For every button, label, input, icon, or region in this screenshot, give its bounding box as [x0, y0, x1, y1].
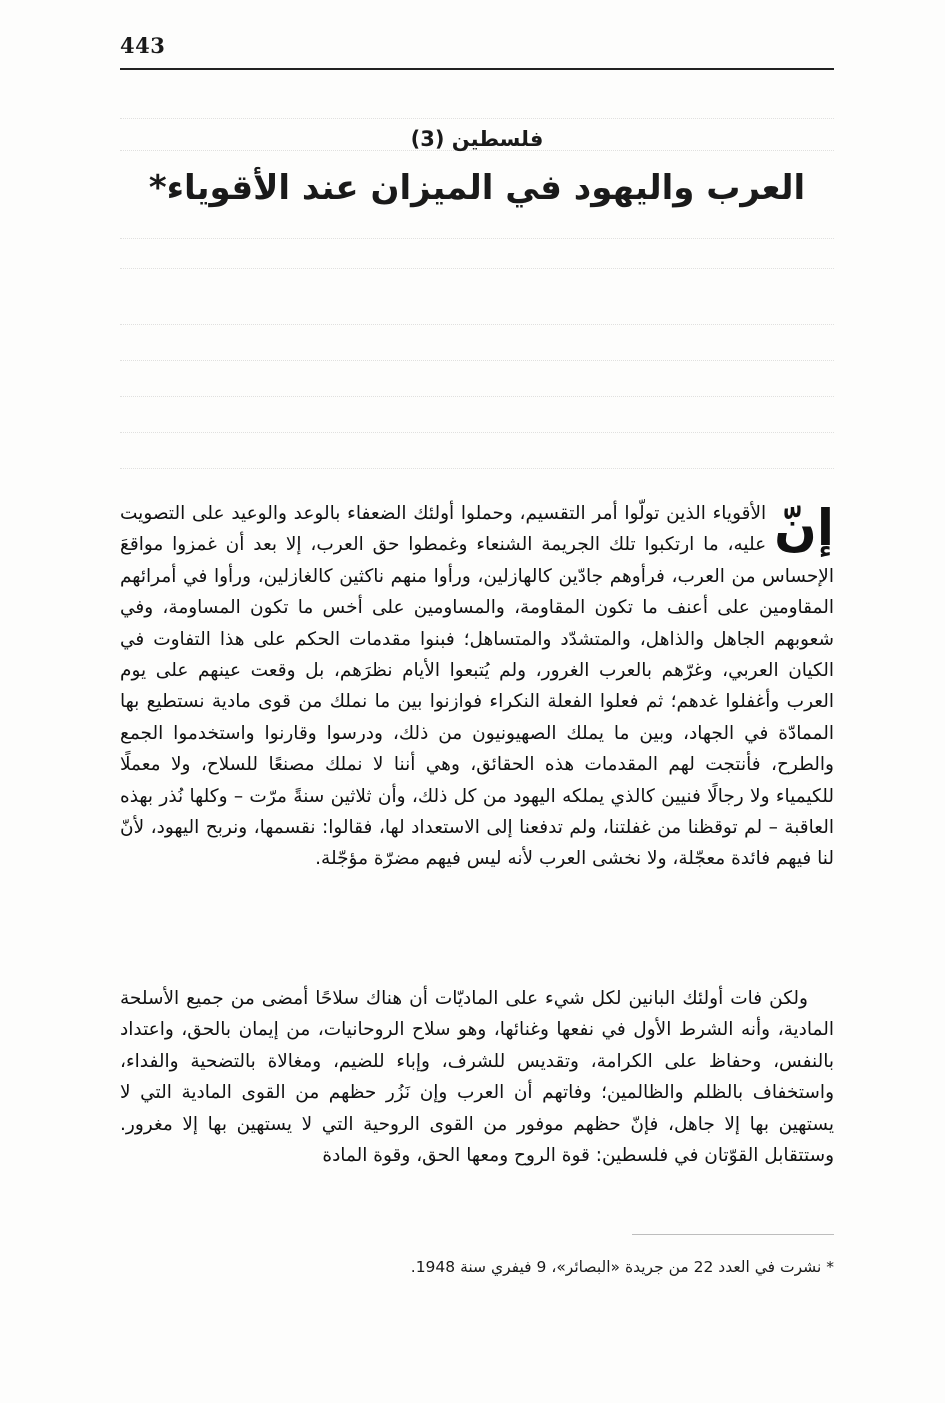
article-heading	[120, 122, 834, 214]
bleed-through-line	[120, 432, 834, 443]
bleed-through-line	[120, 268, 834, 279]
header-rule	[120, 68, 834, 70]
footnote-marker: *	[826, 1258, 834, 1276]
footnote-rule	[632, 1234, 834, 1235]
bleed-through-line	[120, 324, 834, 335]
bleed-through-line	[120, 238, 834, 249]
article-title: العرب واليهود في الميزان عند الأقوياء*	[148, 168, 806, 208]
drop-cap: إنّ	[774, 499, 834, 557]
bleed-through-line	[120, 360, 834, 371]
paragraph-text: الأقوياء الذين تولّوا أمر التقسيم، وحملوا أولئك الضعفاء بالوعد والوعيد على التصويت عليه، ما ارتكبوا تلك الجريمة الشنعاء وغمطوا حق العرب، إلا بعد أن غمزوا مواقعَ الإحساس من العرب، فرأوهم جادّين كالهازلين، ورأوا منهم ناكثين كالغازلين، ورأوا في أمرائهم المقاومين على أعنف ما تكون المقاومة، والمساومين على أخس ما تكون المساومة، وفي شعوبهم الجاهل والذاهل، والمتشدّد والمتساهل؛ فبنوا مقدمات الحكم على هذا التفاوت في الكيان العربي، وغرّهم بالعرب الغرور، ولم يُتبعوا الأيام نظرَهم، بل وقعت عينهم على يوم العرب وأغفلوا غدهم؛ ثم فعلوا الفعلة النكراء فوازنوا بين ما نملك من قوى مادية نستطيع بها الممادّة في الجهاد، وبين ما يملك الصهيونيون من ذلك، ودرسوا وقارنوا واستخدموا الجمع والطرح، فأنتجت لهم المقدمات هذه الحقائق، وهي أننا لا نملك مصنعًا للسلاح، ولا معملًا للكيمياء ولا رجالًا فنيين كالذي يملكه اليهود من كل ذلك، وأن ثلاثين سنةً مرّت – وكلها نُذر بهذه العاقبة – لم توقظنا من غفلتنا، ولم تدفعنا إلى الاستعداد لها، فقالوا: نقسمها، ونربح اليهود، لأنّ لنا فيهم فائدة معجّلة، ولا نخشى العرب لأنه ليس فيهم مضرّة مؤجّلة.	[120, 503, 834, 870]
footnote	[120, 1255, 834, 1279]
page-number: 443	[120, 33, 166, 58]
bleed-through-line	[120, 396, 834, 407]
bleed-through-line	[120, 468, 834, 479]
series-title: فلسطين (3)	[410, 127, 544, 151]
footnote-text: نشرت في العدد 22 من جريدة «البصائر»، 9 فيفري سنة 1948.	[410, 1258, 822, 1276]
body-paragraph-2	[120, 983, 834, 1171]
paragraph-text: ولكن فات أولئك البانين لكل شيء على الماديّات أن هناك سلاحًا أمضى من جميع الأسلحة المادية، وأنه الشرط الأول في نفعها وغنائها، وهو سلاح الروحانيات، من إيمان بالحق، واعتداد بالنفس، وحفاظ على الكرامة، وتقديس للشرف، وإباء للضيم، ومغالاة بالتضحية والفداء، واستخفاف بالظلم والظالمين؛ وفاتهم أن العرب وإن نَزُر حظهم من القوى المادية التي لا يستهين بها إلا جاهل، فإنّ حظهم موفور من القوى الروحية التي لا يستهين بها إلا مغرور. وستتقابل القوّتان في فلسطين: قوة الروح ومعها الحق، وقوة المادة	[120, 988, 834, 1167]
body-paragraph-1	[120, 498, 834, 875]
